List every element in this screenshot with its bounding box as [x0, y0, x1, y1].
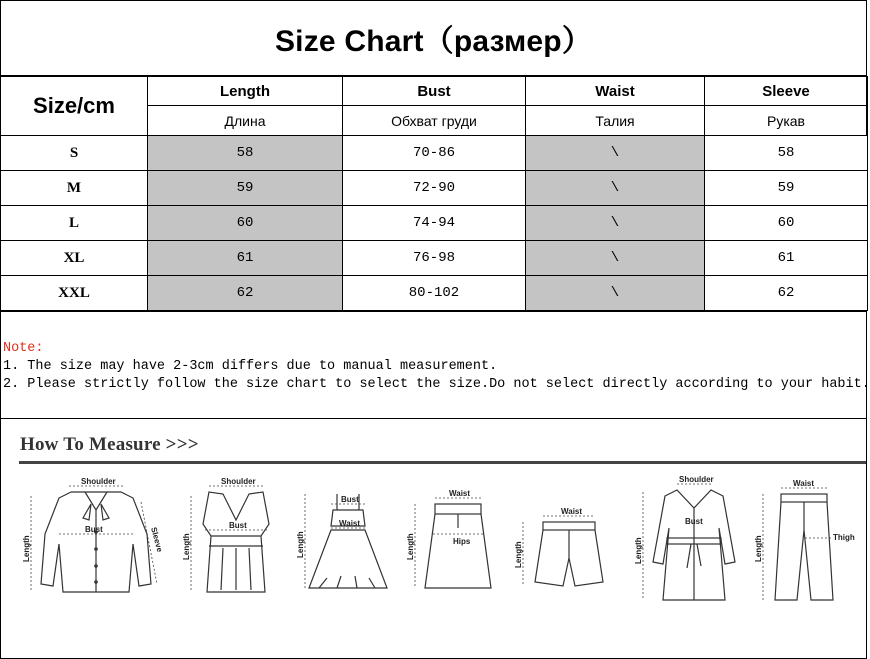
- length-label: Length: [754, 535, 763, 562]
- measure-divider: [19, 461, 866, 464]
- table-row: [1, 136, 868, 171]
- col-subheader-bust: Обхват груди: [343, 106, 526, 136]
- length-cell: 62: [148, 276, 343, 311]
- dress-diagram: [297, 488, 397, 604]
- shoulder-label: Shoulder: [679, 475, 714, 484]
- bust-label: Bust: [229, 521, 247, 530]
- size-cell: XL: [1, 241, 148, 276]
- waist-label: Waist: [561, 507, 583, 516]
- bust-cell: 70-86: [343, 136, 526, 171]
- length-label: Length: [514, 541, 523, 568]
- size-cell: S: [1, 136, 148, 171]
- bust-label: Bust: [85, 525, 103, 534]
- sleeve-cell: 58: [705, 136, 868, 171]
- bust-cell: 80-102: [343, 276, 526, 311]
- header-row-en: [1, 77, 868, 106]
- measure-figures: [1, 470, 866, 658]
- col-header-waist: Waist: [526, 77, 705, 106]
- trousers-diagram: [753, 479, 861, 606]
- length-label: Length: [296, 531, 305, 558]
- waist-label: Waist: [449, 489, 471, 498]
- table-row: [1, 241, 868, 276]
- skirt-diagram: [403, 488, 503, 598]
- col-header-length: Length: [148, 77, 343, 106]
- col-header-sleeve: Sleeve: [705, 77, 868, 106]
- size-chart-table: [0, 76, 868, 311]
- col-subheader-sleeve: Рукав: [705, 106, 868, 136]
- size-cell: XXL: [1, 276, 148, 311]
- waist-label: Waist: [339, 519, 361, 528]
- length-label: Length: [182, 533, 191, 560]
- shorts-diagram: [513, 508, 613, 598]
- table-row: [1, 171, 868, 206]
- size-header: Size/cm: [1, 77, 148, 136]
- col-header-bust: Bust: [343, 77, 526, 106]
- camisole-diagram: [179, 474, 279, 604]
- length-cell: 58: [148, 136, 343, 171]
- table-row: [1, 276, 868, 311]
- length-label: Length: [22, 535, 31, 562]
- hips-label: Hips: [453, 537, 471, 546]
- sleeve-cell: 62: [705, 276, 868, 311]
- size-cell: M: [1, 171, 148, 206]
- length-cell: 60: [148, 206, 343, 241]
- bust-cell: 74-94: [343, 206, 526, 241]
- waist-cell: \: [526, 276, 705, 311]
- bust-label: Bust: [341, 495, 359, 504]
- shoulder-label: Shoulder: [221, 477, 256, 486]
- sleeve-cell: 60: [705, 206, 868, 241]
- waist-cell: \: [526, 206, 705, 241]
- bust-cell: 76-98: [343, 241, 526, 276]
- note-line-1: 1. The size may have 2-3cm differs due to manual measurement.: [3, 359, 498, 374]
- col-subheader-length: Длина: [148, 106, 343, 136]
- how-to-measure-section: [1, 420, 866, 658]
- thigh-label: Thigh: [833, 533, 855, 542]
- note-line-2: 2. Please strictly follow the size chart to select the size.Do not select directly according to your habit.: [3, 377, 870, 392]
- sleeve-label: Sleeve: [149, 526, 165, 554]
- length-cell: 59: [148, 171, 343, 206]
- shoulder-label: Shoulder: [81, 477, 116, 486]
- bust-cell: 72-90: [343, 171, 526, 206]
- waist-label: Waist: [793, 479, 815, 488]
- length-cell: 61: [148, 241, 343, 276]
- bust-label: Bust: [685, 517, 703, 526]
- blouse-diagram: [19, 474, 169, 604]
- title-bar: [0, 0, 867, 76]
- sleeve-cell: 59: [705, 171, 868, 206]
- table-row: [1, 206, 868, 241]
- page-title: Size Chart（размер）: [274, 24, 593, 58]
- waist-cell: \: [526, 136, 705, 171]
- waist-cell: \: [526, 241, 705, 276]
- waist-cell: \: [526, 171, 705, 206]
- size-cell: L: [1, 206, 148, 241]
- note-label: Note:: [3, 341, 44, 356]
- sleeve-cell: 61: [705, 241, 868, 276]
- length-label: Length: [406, 533, 415, 560]
- col-subheader-waist: Талия: [526, 106, 705, 136]
- measure-title: How To Measure >>>: [20, 434, 199, 455]
- length-label: Length: [634, 537, 643, 564]
- coat-diagram: [633, 472, 753, 606]
- note-section: [0, 311, 870, 419]
